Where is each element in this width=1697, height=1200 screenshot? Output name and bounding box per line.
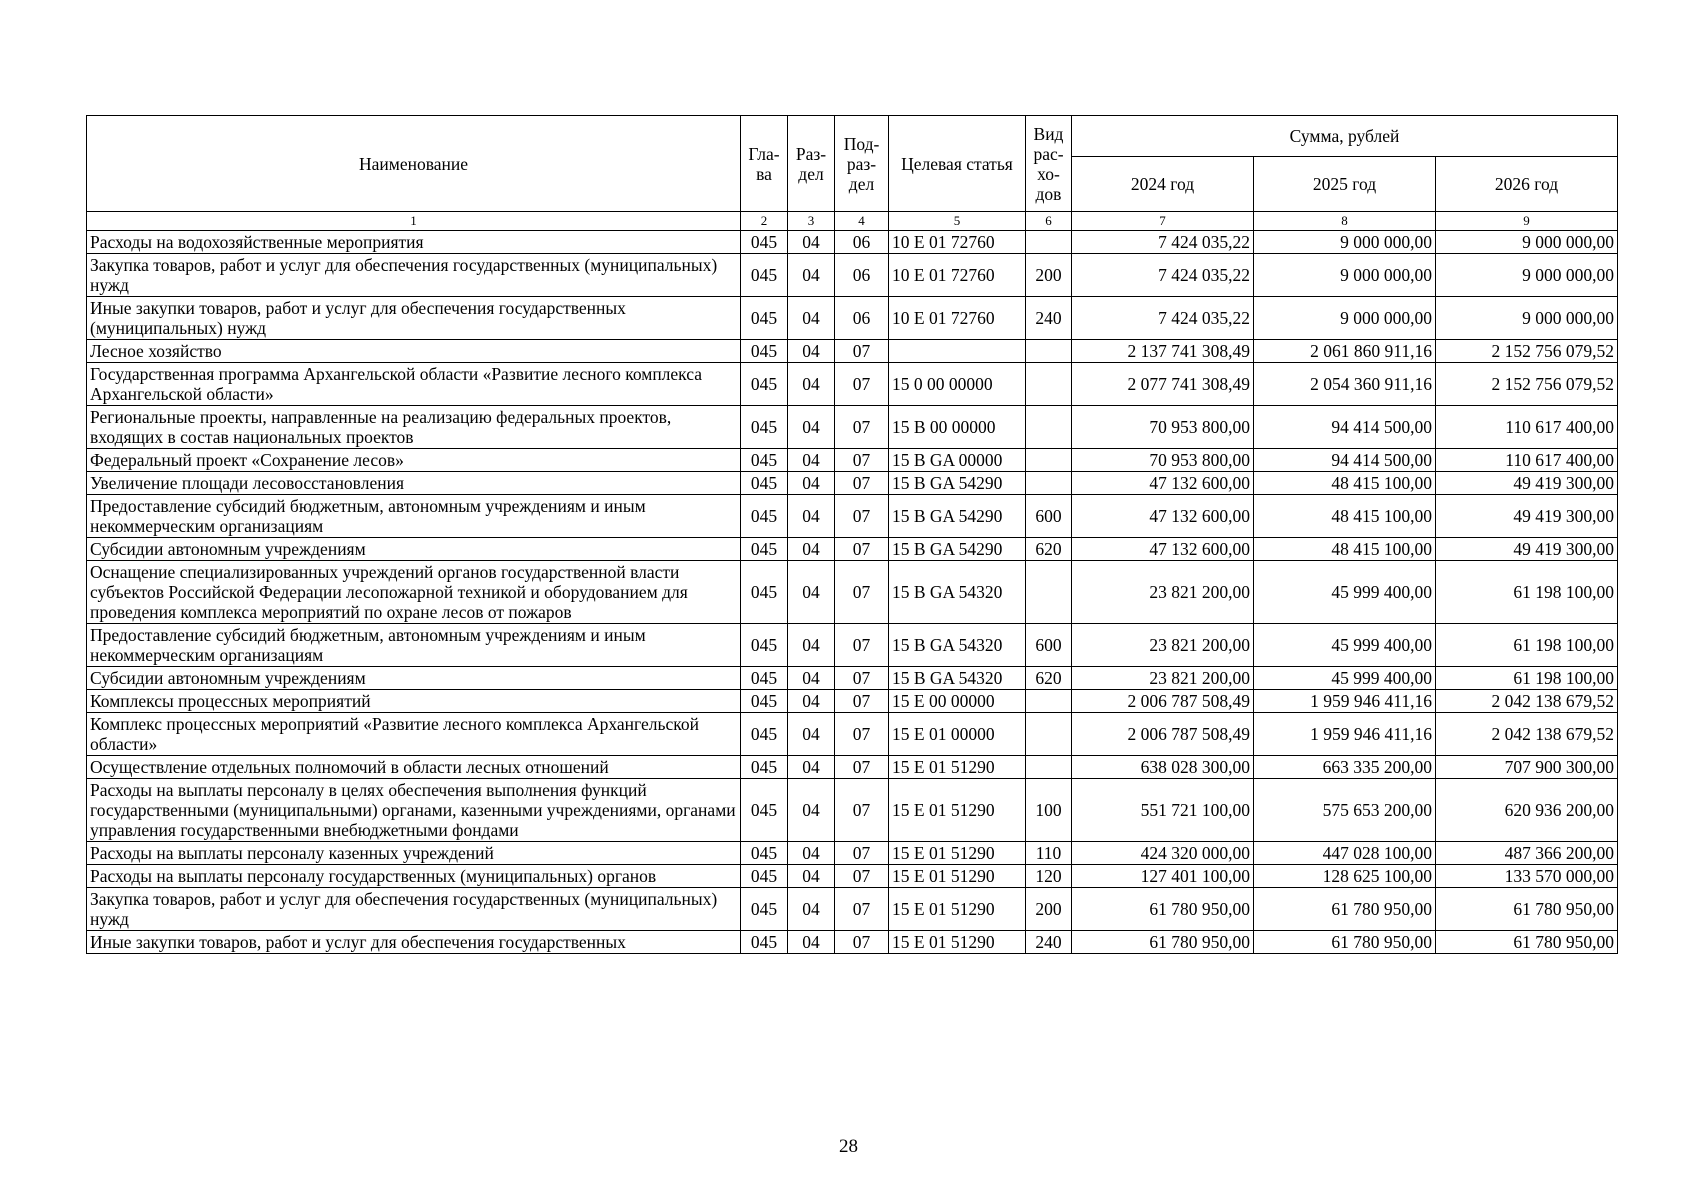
row-name: Лесное хозяйство: [87, 340, 741, 363]
row-sum-2024: 638 028 300,00: [1072, 756, 1254, 779]
row-razdel: 04: [788, 449, 835, 472]
row-podrazdel: 07: [835, 931, 889, 954]
row-expense-type: 240: [1026, 931, 1072, 954]
row-glava: 045: [741, 667, 788, 690]
row-sum-2026: 61 780 950,00: [1436, 888, 1618, 931]
row-glava: 045: [741, 865, 788, 888]
row-expense-type: 200: [1026, 888, 1072, 931]
row-podrazdel: 07: [835, 449, 889, 472]
table-row: [87, 865, 1618, 888]
row-target-article: 15 В GA 54290: [889, 472, 1026, 495]
row-podrazdel: 07: [835, 713, 889, 756]
row-razdel: 04: [788, 363, 835, 406]
row-expense-type: [1026, 690, 1072, 713]
row-sum-2024: 424 320 000,00: [1072, 842, 1254, 865]
row-podrazdel: 07: [835, 363, 889, 406]
row-sum-2024: 47 132 600,00: [1072, 495, 1254, 538]
row-expense-type: 110: [1026, 842, 1072, 865]
row-sum-2024: 551 721 100,00: [1072, 779, 1254, 842]
row-sum-2026: 49 419 300,00: [1436, 495, 1618, 538]
row-podrazdel: 07: [835, 888, 889, 931]
row-target-article: 15 0 00 00000: [889, 363, 1026, 406]
row-expense-type: 100: [1026, 779, 1072, 842]
row-target-article: 15 В GA 54290: [889, 495, 1026, 538]
row-podrazdel: 07: [835, 538, 889, 561]
row-razdel: 04: [788, 865, 835, 888]
row-sum-2024: 7 424 035,22: [1072, 297, 1254, 340]
row-razdel: 04: [788, 538, 835, 561]
row-podrazdel: 07: [835, 340, 889, 363]
row-name: Оснащение специализированных учреждений органов государственной власти субъектов Российской Федерации лесопожарной техникой и оборудованием для проведения комплекса мероприятий по охране лесов от пожаров: [87, 561, 741, 624]
column-number: 5: [889, 212, 1026, 231]
row-target-article: 15 В GA 00000: [889, 449, 1026, 472]
row-sum-2024: 2 006 787 508,49: [1072, 690, 1254, 713]
row-glava: 045: [741, 538, 788, 561]
row-expense-type: 620: [1026, 538, 1072, 561]
row-podrazdel: 07: [835, 406, 889, 449]
row-name: Предоставление субсидий бюджетным, автономным учреждениям и иным некоммерческим организациям: [87, 624, 741, 667]
table-row: [87, 888, 1618, 931]
row-target-article: 15 Е 01 51290: [889, 756, 1026, 779]
table-row: [87, 363, 1618, 406]
row-sum-2025: 45 999 400,00: [1254, 624, 1436, 667]
header-expense-type: Вид рас- хо- дов: [1026, 116, 1072, 212]
header-razdel: Раз- дел: [788, 116, 835, 212]
row-razdel: 04: [788, 472, 835, 495]
row-target-article: 15 Е 01 51290: [889, 888, 1026, 931]
row-name: Субсидии автономным учреждениям: [87, 667, 741, 690]
row-name: Закупка товаров, работ и услуг для обеспечения государственных (муниципальных) нужд: [87, 254, 741, 297]
row-sum-2025: 94 414 500,00: [1254, 406, 1436, 449]
table-row: [87, 756, 1618, 779]
row-sum-2026: 2 042 138 679,52: [1436, 690, 1618, 713]
row-expense-type: [1026, 561, 1072, 624]
row-sum-2026: 61 198 100,00: [1436, 624, 1618, 667]
row-name: Иные закупки товаров, работ и услуг для обеспечения государственных (муниципальных) нужд: [87, 297, 741, 340]
row-sum-2026: 620 936 200,00: [1436, 779, 1618, 842]
header-year-2025: 2025 год: [1254, 157, 1436, 212]
row-glava: 045: [741, 888, 788, 931]
row-podrazdel: 06: [835, 254, 889, 297]
row-razdel: 04: [788, 495, 835, 538]
header-year-2026: 2026 год: [1436, 157, 1618, 212]
row-sum-2026: 2 152 756 079,52: [1436, 363, 1618, 406]
header-name: Наименование: [87, 116, 741, 212]
row-razdel: 04: [788, 713, 835, 756]
row-expense-type: [1026, 713, 1072, 756]
row-sum-2024: 47 132 600,00: [1072, 472, 1254, 495]
row-name: Расходы на выплаты персоналу государственных (муниципальных) органов: [87, 865, 741, 888]
row-sum-2025: 447 028 100,00: [1254, 842, 1436, 865]
table-row: [87, 449, 1618, 472]
row-podrazdel: 07: [835, 779, 889, 842]
row-podrazdel: 07: [835, 495, 889, 538]
row-name: Комплекс процессных мероприятий «Развитие лесного комплекса Архангельской области»: [87, 713, 741, 756]
header-year-2024: 2024 год: [1072, 157, 1254, 212]
row-name: Региональные проекты, направленные на реализацию федеральных проектов, входящих в состав национальных проектов: [87, 406, 741, 449]
row-target-article: [889, 340, 1026, 363]
row-sum-2026: 61 198 100,00: [1436, 561, 1618, 624]
row-target-article: 15 В 00 00000: [889, 406, 1026, 449]
row-sum-2024: 7 424 035,22: [1072, 231, 1254, 254]
row-sum-2026: 487 366 200,00: [1436, 842, 1618, 865]
row-expense-type: 600: [1026, 495, 1072, 538]
row-sum-2026: 110 617 400,00: [1436, 449, 1618, 472]
row-expense-type: [1026, 340, 1072, 363]
row-glava: 045: [741, 690, 788, 713]
table-row: [87, 538, 1618, 561]
row-glava: 045: [741, 495, 788, 538]
row-name: Государственная программа Архангельской области «Развитие лесного комплекса Архангельской области»: [87, 363, 741, 406]
row-podrazdel: 07: [835, 756, 889, 779]
row-sum-2025: 2 061 860 911,16: [1254, 340, 1436, 363]
row-target-article: 15 Е 01 51290: [889, 779, 1026, 842]
column-number: 3: [788, 212, 835, 231]
row-glava: 045: [741, 449, 788, 472]
table-row: [87, 713, 1618, 756]
table-row: [87, 340, 1618, 363]
table-row: [87, 667, 1618, 690]
row-name: Иные закупки товаров, работ и услуг для обеспечения государственных: [87, 931, 741, 954]
row-expense-type: [1026, 472, 1072, 495]
row-target-article: 10 Е 01 72760: [889, 231, 1026, 254]
row-name: Расходы на водохозяйственные мероприятия: [87, 231, 741, 254]
row-sum-2024: 2 006 787 508,49: [1072, 713, 1254, 756]
column-number: 9: [1436, 212, 1618, 231]
row-razdel: 04: [788, 406, 835, 449]
row-razdel: 04: [788, 254, 835, 297]
column-number: 8: [1254, 212, 1436, 231]
column-number: 4: [835, 212, 889, 231]
column-number-row: [87, 212, 1618, 231]
row-razdel: 04: [788, 561, 835, 624]
row-sum-2025: 61 780 950,00: [1254, 931, 1436, 954]
row-sum-2025: 1 959 946 411,16: [1254, 690, 1436, 713]
row-sum-2024: 61 780 950,00: [1072, 931, 1254, 954]
row-name: Предоставление субсидий бюджетным, автономным учреждениям и иным некоммерческим организациям: [87, 495, 741, 538]
column-number: 7: [1072, 212, 1254, 231]
row-razdel: 04: [788, 231, 835, 254]
row-name: Комплексы процессных мероприятий: [87, 690, 741, 713]
table-row: [87, 779, 1618, 842]
row-sum-2025: 9 000 000,00: [1254, 231, 1436, 254]
row-sum-2026: 61 780 950,00: [1436, 931, 1618, 954]
budget-table: [86, 115, 1618, 954]
table-row: [87, 254, 1618, 297]
row-sum-2025: 663 335 200,00: [1254, 756, 1436, 779]
row-expense-type: [1026, 406, 1072, 449]
row-glava: 045: [741, 561, 788, 624]
row-name: Расходы на выплаты персоналу казенных учреждений: [87, 842, 741, 865]
row-podrazdel: 07: [835, 690, 889, 713]
row-target-article: 15 Е 01 51290: [889, 931, 1026, 954]
row-sum-2026: 2 042 138 679,52: [1436, 713, 1618, 756]
page-number: 28: [839, 1136, 858, 1157]
row-name: Федеральный проект «Сохранение лесов»: [87, 449, 741, 472]
row-sum-2025: 48 415 100,00: [1254, 495, 1436, 538]
table-row: [87, 624, 1618, 667]
row-glava: 045: [741, 340, 788, 363]
row-sum-2026: 9 000 000,00: [1436, 297, 1618, 340]
table-row: [87, 406, 1618, 449]
row-name: Увеличение площади лесовосстановления: [87, 472, 741, 495]
table-row: [87, 495, 1618, 538]
column-number: 2: [741, 212, 788, 231]
row-podrazdel: 06: [835, 231, 889, 254]
row-sum-2026: 49 419 300,00: [1436, 538, 1618, 561]
header-glava: Гла- ва: [741, 116, 788, 212]
row-glava: 045: [741, 931, 788, 954]
column-number: 1: [87, 212, 741, 231]
row-sum-2024: 127 401 100,00: [1072, 865, 1254, 888]
row-target-article: 15 Е 01 51290: [889, 842, 1026, 865]
row-podrazdel: 07: [835, 842, 889, 865]
row-podrazdel: 07: [835, 667, 889, 690]
row-glava: 045: [741, 231, 788, 254]
row-glava: 045: [741, 624, 788, 667]
row-sum-2026: 9 000 000,00: [1436, 231, 1618, 254]
row-sum-2025: 48 415 100,00: [1254, 538, 1436, 561]
row-sum-2025: 2 054 360 911,16: [1254, 363, 1436, 406]
row-razdel: 04: [788, 842, 835, 865]
row-sum-2025: 45 999 400,00: [1254, 667, 1436, 690]
row-glava: 045: [741, 713, 788, 756]
row-podrazdel: 07: [835, 472, 889, 495]
table-body: [87, 231, 1618, 954]
row-target-article: 10 Е 01 72760: [889, 297, 1026, 340]
row-sum-2024: 23 821 200,00: [1072, 624, 1254, 667]
row-sum-2025: 128 625 100,00: [1254, 865, 1436, 888]
row-sum-2024: 70 953 800,00: [1072, 449, 1254, 472]
row-sum-2026: 110 617 400,00: [1436, 406, 1618, 449]
row-expense-type: [1026, 231, 1072, 254]
row-razdel: 04: [788, 756, 835, 779]
row-target-article: 15 В GA 54320: [889, 561, 1026, 624]
row-target-article: 10 Е 01 72760: [889, 254, 1026, 297]
row-sum-2024: 2 137 741 308,49: [1072, 340, 1254, 363]
row-sum-2025: 1 959 946 411,16: [1254, 713, 1436, 756]
row-target-article: 15 Е 01 51290: [889, 865, 1026, 888]
row-razdel: 04: [788, 667, 835, 690]
table-row: [87, 472, 1618, 495]
row-expense-type: 600: [1026, 624, 1072, 667]
table-row: [87, 842, 1618, 865]
row-sum-2025: 9 000 000,00: [1254, 297, 1436, 340]
row-razdel: 04: [788, 624, 835, 667]
row-sum-2025: 94 414 500,00: [1254, 449, 1436, 472]
row-glava: 045: [741, 779, 788, 842]
row-razdel: 04: [788, 779, 835, 842]
row-razdel: 04: [788, 931, 835, 954]
row-target-article: 15 Е 01 00000: [889, 713, 1026, 756]
row-name: Закупка товаров, работ и услуг для обеспечения государственных (муниципальных) нужд: [87, 888, 741, 931]
row-sum-2025: 45 999 400,00: [1254, 561, 1436, 624]
table-row: [87, 561, 1618, 624]
row-sum-2025: 61 780 950,00: [1254, 888, 1436, 931]
row-target-article: 15 Е 00 00000: [889, 690, 1026, 713]
row-expense-type: [1026, 449, 1072, 472]
row-expense-type: 200: [1026, 254, 1072, 297]
header-target-article: Целевая статья: [889, 116, 1026, 212]
row-razdel: 04: [788, 297, 835, 340]
row-sum-2026: 61 198 100,00: [1436, 667, 1618, 690]
header-podrazdel: Под- раз- дел: [835, 116, 889, 212]
row-glava: 045: [741, 254, 788, 297]
row-razdel: 04: [788, 340, 835, 363]
row-sum-2024: 70 953 800,00: [1072, 406, 1254, 449]
row-target-article: 15 В GA 54290: [889, 538, 1026, 561]
row-target-article: 15 В GA 54320: [889, 624, 1026, 667]
row-glava: 045: [741, 472, 788, 495]
row-glava: 045: [741, 297, 788, 340]
row-podrazdel: 07: [835, 624, 889, 667]
row-glava: 045: [741, 842, 788, 865]
row-glava: 045: [741, 363, 788, 406]
header-sum: Сумма, рублей: [1072, 116, 1618, 157]
row-podrazdel: 06: [835, 297, 889, 340]
row-sum-2024: 23 821 200,00: [1072, 667, 1254, 690]
table-row: [87, 297, 1618, 340]
row-expense-type: 120: [1026, 865, 1072, 888]
row-sum-2025: 575 653 200,00: [1254, 779, 1436, 842]
table-row: [87, 231, 1618, 254]
row-podrazdel: 07: [835, 865, 889, 888]
row-sum-2026: 9 000 000,00: [1436, 254, 1618, 297]
row-expense-type: [1026, 363, 1072, 406]
row-sum-2026: 707 900 300,00: [1436, 756, 1618, 779]
row-expense-type: 620: [1026, 667, 1072, 690]
row-target-article: 15 В GA 54320: [889, 667, 1026, 690]
row-sum-2025: 9 000 000,00: [1254, 254, 1436, 297]
row-sum-2026: 2 152 756 079,52: [1436, 340, 1618, 363]
row-glava: 045: [741, 756, 788, 779]
row-expense-type: [1026, 756, 1072, 779]
row-sum-2025: 48 415 100,00: [1254, 472, 1436, 495]
row-sum-2026: 49 419 300,00: [1436, 472, 1618, 495]
row-name: Расходы на выплаты персоналу в целях обеспечения выполнения функций государственными (муниципальными) органами, казенными учреждениями, органами управления государственными внебюджетными фондами: [87, 779, 741, 842]
row-sum-2024: 47 132 600,00: [1072, 538, 1254, 561]
row-expense-type: 240: [1026, 297, 1072, 340]
row-sum-2024: 2 077 741 308,49: [1072, 363, 1254, 406]
table-row: [87, 690, 1618, 713]
row-sum-2024: 23 821 200,00: [1072, 561, 1254, 624]
row-razdel: 04: [788, 690, 835, 713]
table-row: [87, 931, 1618, 954]
row-sum-2026: 133 570 000,00: [1436, 865, 1618, 888]
row-name: Субсидии автономным учреждениям: [87, 538, 741, 561]
row-podrazdel: 07: [835, 561, 889, 624]
column-number: 6: [1026, 212, 1072, 231]
row-glava: 045: [741, 406, 788, 449]
row-sum-2024: 61 780 950,00: [1072, 888, 1254, 931]
row-name: Осуществление отдельных полномочий в области лесных отношений: [87, 756, 741, 779]
row-sum-2024: 7 424 035,22: [1072, 254, 1254, 297]
row-razdel: 04: [788, 888, 835, 931]
